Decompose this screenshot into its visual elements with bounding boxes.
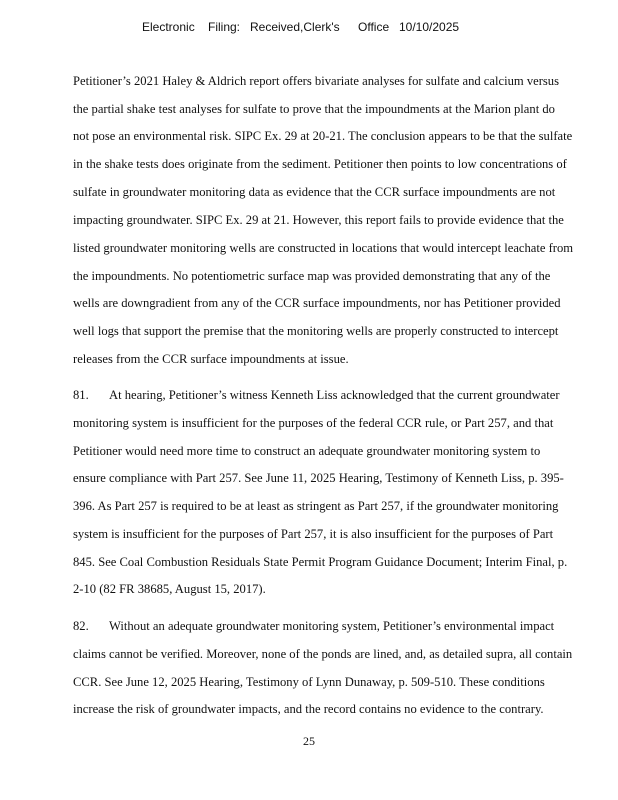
text-line: the impoundments. No potentiometric surface map was provided demonstrating that any of the (73, 269, 551, 283)
text-line: Petitioner would need more time to construct an adequate groundwater monitoring system to (73, 444, 541, 458)
text-line: claims cannot be verified. Moreover, none of the ponds are lined, and, as detailed supra, all contain (73, 647, 573, 661)
text-line: 2-10 (82 FR 38685, August 15, 2017). (73, 582, 266, 596)
text-line: 396. As Part 257 is required to be at least as stringent as Part 257, if the groundwater monitoring (73, 499, 559, 513)
text-line: impacting groundwater. SIPC Ex. 29 at 21. However, this report fails to provide evidence that the (73, 213, 564, 227)
header-electronic: Electronic (142, 20, 195, 34)
text-line: Petitioner’s 2021 Haley & Aldrich report offers bivariate analyses for sulfate and calcium versus (73, 74, 559, 88)
text-line: well logs that support the premise that the monitoring wells are properly constructed to intercept (73, 324, 559, 338)
header-received: Received,Clerk's (250, 20, 340, 34)
paragraph-number: 81. (73, 388, 89, 402)
text-line: monitoring system is insufficient for the purposes of the federal CCR rule, or Part 257, and that (73, 416, 554, 430)
text-line: At hearing, Petitioner’s witness Kenneth Liss acknowledged that the current groundwater (109, 388, 560, 402)
header-date: 10/10/2025 (399, 20, 460, 34)
text-line: the partial shake test analyses for sulfate to prove that the impoundments at the Marion plant do (73, 102, 555, 116)
text-line: wells are downgradient from any of the CCR surface impoundments, nor has Petitioner provided (73, 296, 561, 310)
text-line: 845. See Coal Combustion Residuals State Permit Program Guidance Document; Interim Final, p. (73, 555, 568, 569)
text-line: not pose an environmental risk. SIPC Ex. 29 at 20-21. The conclusion appears to be that the sulfate (73, 129, 573, 143)
page-number: 25 (303, 734, 315, 748)
text-line: listed groundwater monitoring wells are constructed in locations that would intercept leachate from (73, 241, 574, 255)
header-filing: Filing: (208, 20, 241, 34)
text-line: Without an adequate groundwater monitoring system, Petitioner’s environmental impact (109, 619, 555, 633)
text-line: releases from the CCR surface impoundments at issue. (73, 352, 349, 366)
text-line: in the shake tests does originate from the sediment. Petitioner then points to low concentrations of (73, 157, 567, 171)
text-line: ensure compliance with Part 257. See June 11, 2025 Hearing, Testimony of Kenneth Liss, p. 395- (73, 471, 564, 485)
text-line: system is insufficient for the purposes of Part 257, it is also insufficient for the purposes of Part (73, 527, 554, 541)
paragraph-number: 82. (73, 619, 89, 633)
header-office: Office (358, 20, 390, 34)
text-line: increase the risk of groundwater impacts, and the record contains no evidence to the contrary. (73, 702, 544, 716)
text-line: sulfate in groundwater monitoring data as evidence that the CCR surface impoundments are not (73, 185, 556, 199)
text-line: CCR. See June 12, 2025 Hearing, Testimony of Lynn Dunaway, p. 509-510. These conditions (73, 675, 545, 689)
